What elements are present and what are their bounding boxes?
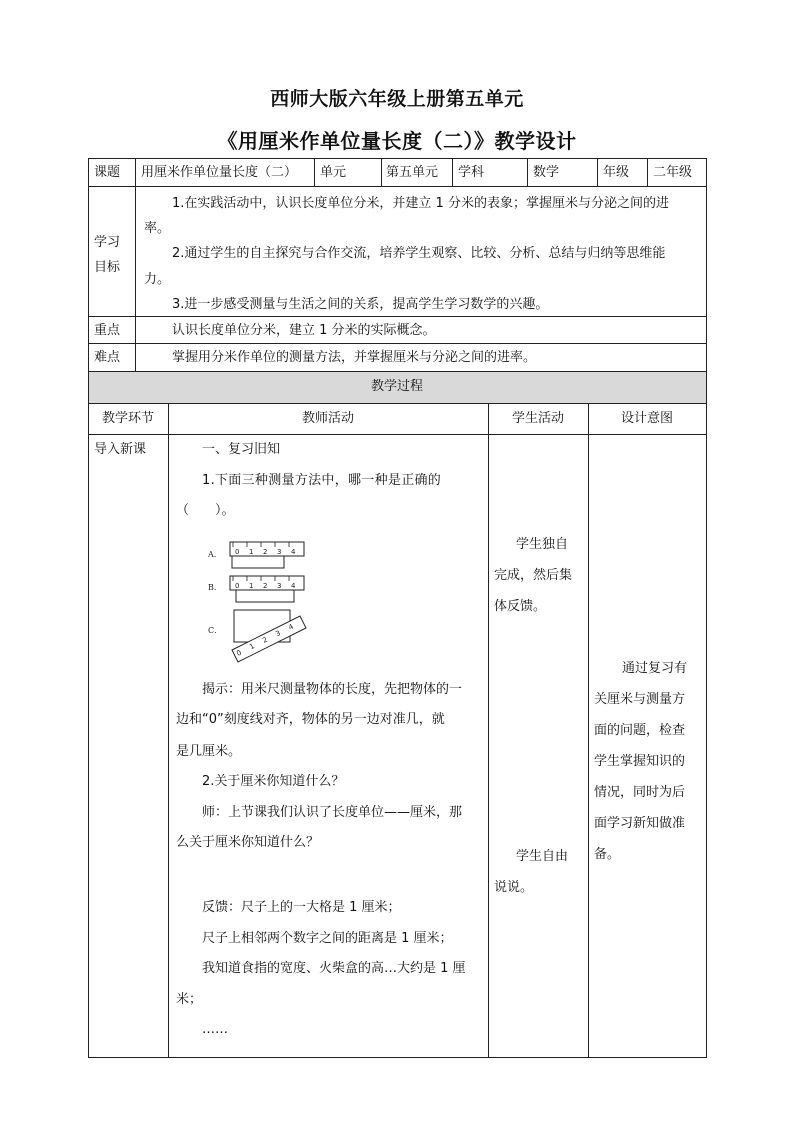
objective-1-cont: 率。 <box>144 221 171 236</box>
design-intent-cont: 面学习新知做准 <box>594 816 686 831</box>
teacher-prompt: 师：上节课我们认识了长度单位——厘米，那 <box>202 805 463 820</box>
col-divider <box>168 403 169 1057</box>
stage-name: 导入新课 <box>94 442 147 457</box>
col-divider <box>381 158 382 186</box>
object-b <box>236 590 294 602</box>
ruler-tick-label: 2 <box>263 548 268 556</box>
ruler-tick-label: 1 <box>248 642 256 652</box>
student-activity-2: 学生自由 <box>516 849 569 864</box>
table-divider <box>88 186 706 187</box>
reveal-text-cont: 边和“0”刻度线对齐，物体的另一边对准几，就 <box>176 712 445 727</box>
column-student: 学生活动 <box>511 411 564 426</box>
ruler-tick-label: 3 <box>274 629 282 639</box>
table-left-border <box>88 158 89 1058</box>
objective-3: 3.进一步感受测量与生活之间的关系，提高学生学习数学的兴趣。 <box>172 297 549 312</box>
col-divider <box>588 403 589 1057</box>
ellipsis: …… <box>202 1022 228 1037</box>
ruler-tick-label: 1 <box>249 582 254 590</box>
teacher-prompt-cont: 么关于厘米你知道什么？ <box>176 835 320 850</box>
table-divider <box>88 434 706 435</box>
subject-label: 学科 <box>458 165 485 180</box>
ruler-tick-label: 0 <box>235 582 240 590</box>
question-2: 2.关于厘米你知道什么？ <box>202 774 345 789</box>
lesson-title: 《用厘米作单位量长度（二）》教学设计 <box>217 129 577 153</box>
document-title: 西师大版六年级上册第五单元 <box>270 88 524 110</box>
ruler-tick-label: 3 <box>277 548 282 556</box>
table-divider <box>88 403 706 404</box>
student-activity-2-cont: 说说。 <box>494 880 534 895</box>
review-title: 一、复习旧知 <box>202 442 281 457</box>
design-intent: 通过复习有 <box>622 661 688 676</box>
label-c: C． <box>208 626 223 635</box>
difficulty-text: 掌握用分米作单位的测量方法，并掌握厘米与分泌之间的进率。 <box>172 350 537 365</box>
ruler-tick-label: 4 <box>291 582 296 590</box>
col-divider <box>135 186 136 371</box>
table-bottom-border <box>88 1057 706 1058</box>
unit-label: 单元 <box>320 165 347 180</box>
design-intent-cont: 学生掌握知识的 <box>594 754 686 769</box>
objective-2-cont: 力。 <box>144 272 171 287</box>
col-divider <box>527 158 528 186</box>
table-divider <box>88 371 706 372</box>
objectives-label: 学习 <box>94 235 121 250</box>
ruler-tick-label: 4 <box>287 622 295 632</box>
objective-2: 2.通过学生的自主探究与合作交流，培养学生观察、比较、分析、总结与归纳等思维能 <box>172 246 666 261</box>
key-point-label: 重点 <box>94 323 121 338</box>
label-b: B． <box>208 583 222 592</box>
col-divider <box>314 158 315 186</box>
col-divider <box>488 403 489 1057</box>
table-top-border <box>88 158 706 159</box>
column-intent: 设计意图 <box>620 411 673 426</box>
student-activity-1: 学生独自 <box>516 537 569 552</box>
student-activity-1-cont: 完成，然后集 <box>494 568 573 583</box>
question-1-blank: （ ）。 <box>176 503 235 518</box>
col-divider <box>597 158 598 186</box>
label-a: A． <box>208 550 222 559</box>
ruler-tick-label: 0 <box>235 648 243 658</box>
ruler-tick-label: 2 <box>263 582 268 590</box>
design-intent-cont: 关厘米与测量方 <box>594 692 686 707</box>
unit-value: 第五单元 <box>386 165 439 180</box>
col-divider <box>647 158 648 186</box>
ruler-tick-label: 3 <box>277 582 282 590</box>
key-point-text: 认识长度单位分米，建立 1 分米的实际概念。 <box>172 323 436 338</box>
ruler-tick-label: 4 <box>291 548 296 556</box>
process-header: 教学过程 <box>370 379 423 394</box>
student-activity-1-cont: 体反馈。 <box>494 599 547 614</box>
table-divider <box>88 316 706 317</box>
feedback-3-cont: 米； <box>176 992 203 1007</box>
topic-value: 用厘米作单位量长度（二） <box>141 165 298 180</box>
feedback-3: 我知道食指的宽度、火柴盒的高…大约是 1 厘 <box>202 961 466 976</box>
design-intent-cont: 面的问题，检查 <box>594 723 686 738</box>
ruler-tick-label: 0 <box>235 548 240 556</box>
ruler-c <box>232 616 306 662</box>
design-intent-cont: 备。 <box>594 847 621 862</box>
question-1: 1.下面三种测量方法中，哪一种是正确的 <box>202 473 442 488</box>
col-divider <box>452 158 453 186</box>
table-right-border <box>706 158 707 1058</box>
table-divider <box>88 343 706 344</box>
reveal-text: 揭示：用米尺测量物体的长度，先把物体的一 <box>202 682 463 697</box>
feedback-1: 反馈：尺子上的一大格是 1 厘米； <box>202 900 401 915</box>
ruler-tick-label: 2 <box>261 635 269 645</box>
subject-value: 数学 <box>533 165 560 180</box>
column-stage: 教学环节 <box>101 411 154 426</box>
objective-1: 1.在实践活动中，认识长度单位分米，并建立 1 分米的表象；掌握厘米与分泌之间的进 <box>172 196 669 211</box>
col-divider <box>135 158 136 186</box>
object-a <box>232 556 284 568</box>
ruler-tick-label: 1 <box>249 548 254 556</box>
difficulty-label: 难点 <box>94 350 121 365</box>
design-intent-cont: 情况，同时为后 <box>594 785 686 800</box>
topic-label: 课题 <box>94 165 121 180</box>
grade-value: 二年级 <box>653 165 693 180</box>
grade-label: 年级 <box>603 165 630 180</box>
column-teacher: 教师活动 <box>301 411 354 426</box>
objectives-label: 目标 <box>94 260 121 275</box>
feedback-2: 尺子上相邻两个数字之间的距离是 1 厘米； <box>202 931 453 946</box>
reveal-text-cont: 是几厘米。 <box>176 744 242 759</box>
ruler-diagram <box>206 534 318 664</box>
